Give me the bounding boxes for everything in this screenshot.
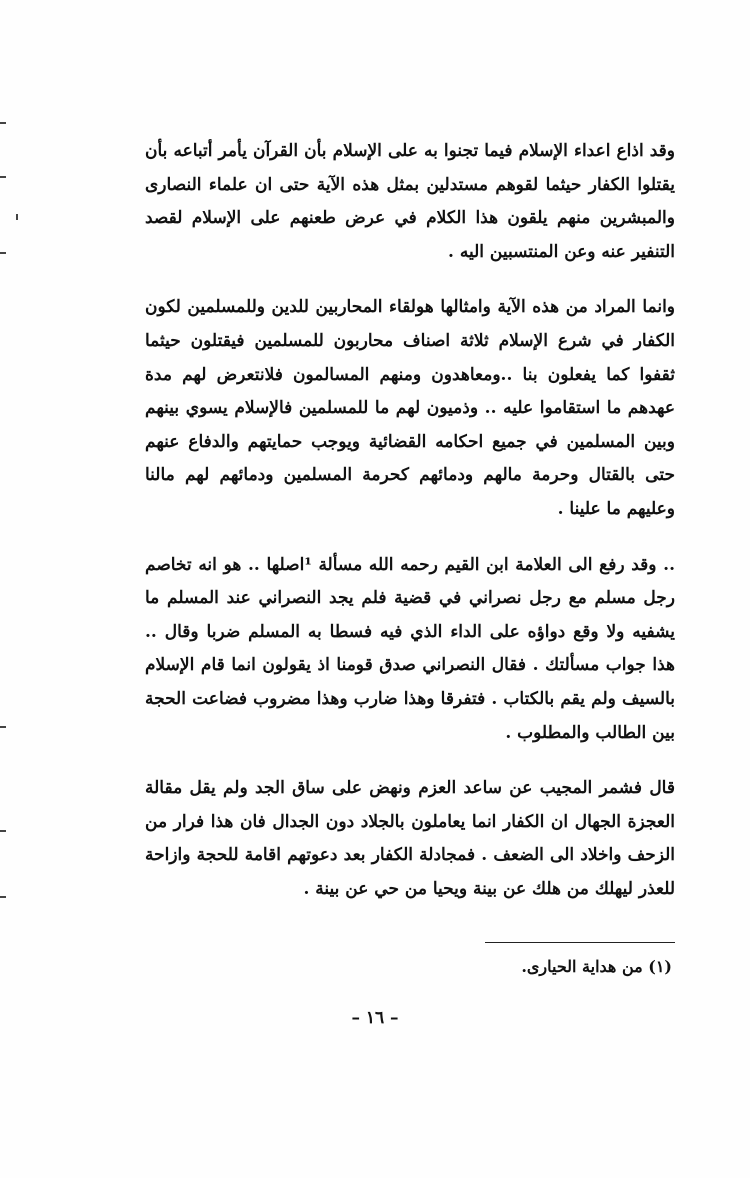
- scan-margin-mark: [0, 830, 6, 832]
- scan-margin-mark: [0, 726, 6, 728]
- paragraph: قال فشمر المجيب عن ساعد العزم ونهض على ساق الجد ولم يقل مقالة العجزة الجهال ان الكفار انما يعاملون بالجلاد دون الجدال فان هذا فرار من الزحف واخلاد الى الضعف . فمجادلة الكفار بعد دعوتهم اقامة للحجة وازاحة للعذر ليهلك من هلك عن بينة ويحيا من حي عن بينة .: [145, 778, 675, 899]
- main-text: [145, 135, 675, 928]
- scan-margin-mark: [0, 122, 6, 124]
- paragraph: وقد اذاع اعداء الإسلام فيما تجنوا به على الإسلام بأن القرآن يأمر أتباعه بأن يقتلوا الكفار حيثما لقوهم مستدلين بمثل هذه الآية حتى ان علماء النصارى والمبشرين منهم يلقون هذا الكلام في عرض طعنهم على الإسلام لقصد التنفير عنه وعن المنتسبين اليه .: [145, 141, 675, 262]
- scan-margin-mark: [0, 252, 6, 254]
- paragraph: .. وقد رفع الى العلامة ابن القيم رحمه الله مسألة ¹اصلها .. هو انه تخاصم رجل مسلم مع رجل نصراني في قضية فلم يجد النصراني عند المسلم ما يشفيه ولا وقع دواؤه على الداء الذي فيه فسطا به المسلم ضربا وقال .. هذا جواب مسألتك . فقال النصراني صدق قومنا اذ يقولون انما قام الإسلام بالسيف ولم يقم بالكتاب . فتفرقا وهذا ضارب وهذا مضروب فضاعت الحجة بين الطالب والمطلوب .: [145, 554, 675, 743]
- scan-margin-mark: [16, 214, 18, 220]
- scan-margin-mark: [0, 176, 6, 178]
- scan-margin-mark: [0, 896, 6, 898]
- page-number: – ١٦ –: [351, 1008, 399, 1028]
- paragraph: وانما المراد من هذه الآية وامثالها هولقاء المحاربين للدين وللمسلمين لكون الكفار في شرع الإسلام ثلاثة اصناف محاربون للمسلمين فيقتلون حيثما ثقفوا كما يفعلون بنا ..ومعاهدون ومنهم المسالمون فلانتعرض لهم مدة عهدهم ما استقاموا عليه .. وذميون لهم ما للمسلمين فالإسلام يسوي بينهم وبين المسلمين في جميع احكامه القضائية ويوجب حمايتهم والدفاع عنهم حتى بالقتال وحرمة مالهم ودمائهم كحرمة المسلمين ودمائهم لهم مالنا وعليهم ما علينا .: [145, 297, 675, 519]
- footnote: (١) من هداية الحيارى.: [521, 957, 672, 976]
- footnote-divider: [485, 942, 675, 943]
